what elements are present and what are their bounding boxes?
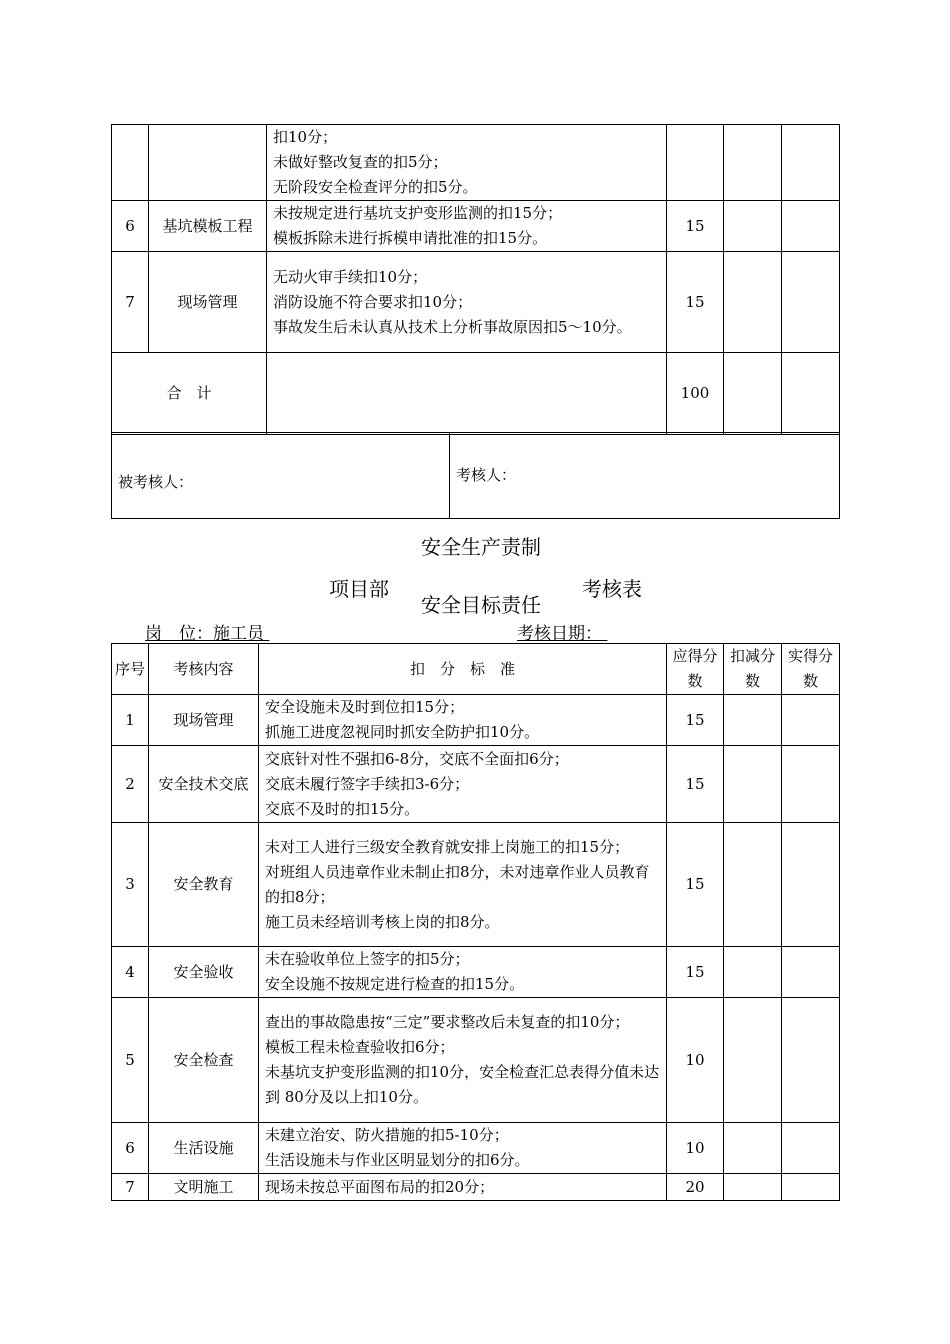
header-row [112, 644, 840, 695]
header-content: 考核内容 [149, 644, 259, 695]
row-deduct[interactable] [724, 1174, 782, 1201]
row-actual[interactable] [782, 1174, 840, 1201]
row-number: 1 [112, 695, 149, 746]
row-item: 现场管理 [149, 252, 267, 353]
table-row [112, 947, 840, 998]
row-score: 10 [667, 998, 724, 1123]
row-deduct[interactable] [724, 695, 782, 746]
examiner-label: 考核人： [456, 466, 517, 484]
row-criteria: 安全设施未及时到位扣15分； 抓施工进度忽视同时抓安全防护扣10分。 [259, 695, 667, 746]
table-row [112, 125, 840, 201]
examinee-field [112, 433, 450, 519]
row-actual [782, 201, 840, 252]
row-actual[interactable] [782, 695, 840, 746]
header-actual: 实得分数 [782, 644, 840, 695]
row-deduct[interactable] [724, 998, 782, 1123]
row-item: 基坑模板工程 [149, 201, 267, 252]
row-number: 7 [112, 252, 149, 353]
row-number: 4 [112, 947, 149, 998]
total-row [112, 353, 840, 435]
table-row [112, 1123, 840, 1174]
row-item [149, 125, 267, 201]
row-item: 安全检查 [149, 998, 259, 1123]
row-score: 15 [667, 746, 724, 823]
row-actual[interactable] [782, 1123, 840, 1174]
row-number [112, 125, 149, 201]
row-score: 15 [667, 695, 724, 746]
row-criteria: 交底针对性不强扣6-8分，交底不全面扣6分； 交底未履行签字手续扣3-6分； 交底不及时的扣15分。 [259, 746, 667, 823]
header-no: 序号 [112, 644, 149, 695]
row-deduct[interactable] [724, 1123, 782, 1174]
row-number: 7 [112, 1174, 149, 1201]
table-row [112, 201, 840, 252]
post-label: 岗 位：施工员 [145, 624, 264, 644]
row-number: 3 [112, 823, 149, 947]
total-score: 100 [667, 353, 724, 435]
row-criteria: 无动火审手续扣10分； 消防设施不符合要求扣10分； 事故发生后未认真从技术上分析事故原因扣5～10分。 [267, 252, 667, 353]
header-criteria: 扣 分 标 准 [259, 644, 667, 695]
row-item: 安全验收 [149, 947, 259, 998]
row-actual[interactable] [782, 998, 840, 1123]
row-score: 10 [667, 1123, 724, 1174]
row-actual[interactable] [782, 746, 840, 823]
row-criteria: 未对工人进行三级安全教育就安排上岗施工的扣15分； 对班组人员违章作业未制止扣8分，未对违章作业人员教育的扣8分； 施工员未经培训考核上岗的扣8分。 [259, 823, 667, 947]
row-score: 15 [667, 252, 724, 353]
total-criteria [267, 353, 667, 435]
examiner-field [450, 433, 840, 519]
row-actual [782, 252, 840, 353]
top-score-table [111, 124, 840, 435]
row-score: 15 [667, 823, 724, 947]
row-item: 安全教育 [149, 823, 259, 947]
row-item: 现场管理 [149, 695, 259, 746]
row-actual[interactable] [782, 947, 840, 998]
row-score: 15 [667, 947, 724, 998]
row-criteria: 未建立治安、防火措施的扣5-10分； 生活设施未与作业区明显划分的扣6分。 [259, 1123, 667, 1174]
row-item: 安全技术交底 [149, 746, 259, 823]
row-actual [782, 125, 840, 201]
row-item: 生活设施 [149, 1123, 259, 1174]
row-deduct [724, 125, 782, 201]
table-row [112, 823, 840, 947]
examinee-label: 被考核人： [118, 473, 194, 491]
header-due: 应得分数 [667, 644, 724, 695]
row-number: 6 [112, 201, 149, 252]
total-label: 合 计 [112, 353, 267, 435]
table-row [112, 1174, 840, 1201]
row-criteria: 查出的事故隐患按“三定”要求整改后未复查的扣10分； 模板工程未检查验收扣6分； 未基坑支护变形监测的扣10分，安全检查汇总表得分值未达到 80分及以上扣10分。 [259, 998, 667, 1123]
table-row [112, 746, 840, 823]
table-row [112, 998, 840, 1123]
table-row [112, 252, 840, 353]
signature-table [111, 432, 840, 519]
title-right: 考核表 [582, 577, 642, 601]
row-deduct[interactable] [724, 947, 782, 998]
row-deduct [724, 201, 782, 252]
title-left: 项目部 [329, 577, 389, 601]
row-deduct[interactable] [724, 823, 782, 947]
row-score [667, 125, 724, 201]
row-deduct[interactable] [724, 746, 782, 823]
total-deduct [724, 353, 782, 435]
title-line-2: 安全目标责任 [421, 593, 541, 617]
row-criteria: 扣10分； 未做好整改复查的扣5分； 无阶段安全检查评分的扣5分。 [267, 125, 667, 201]
title-line-1: 安全生产责制 [421, 535, 541, 559]
row-score: 15 [667, 201, 724, 252]
total-actual [782, 353, 840, 435]
row-criteria: 未在验收单位上签字的扣5分； 安全设施不按规定进行检查的扣15分。 [259, 947, 667, 998]
date-label: 考核日期： [517, 624, 602, 644]
row-criteria: 现场未按总平面图布局的扣20分； [259, 1174, 667, 1201]
row-criteria: 未按规定进行基坑支护变形监测的扣15分； 模板拆除未进行拆模申请批准的扣15分。 [267, 201, 667, 252]
header-deduct: 扣减分数 [724, 644, 782, 695]
row-number: 2 [112, 746, 149, 823]
row-number: 6 [112, 1123, 149, 1174]
row-number: 5 [112, 998, 149, 1123]
row-deduct [724, 252, 782, 353]
row-actual[interactable] [782, 823, 840, 947]
row-score: 20 [667, 1174, 724, 1201]
table-row [112, 695, 840, 746]
assessment-table [111, 643, 840, 1201]
row-item: 文明施工 [149, 1174, 259, 1201]
